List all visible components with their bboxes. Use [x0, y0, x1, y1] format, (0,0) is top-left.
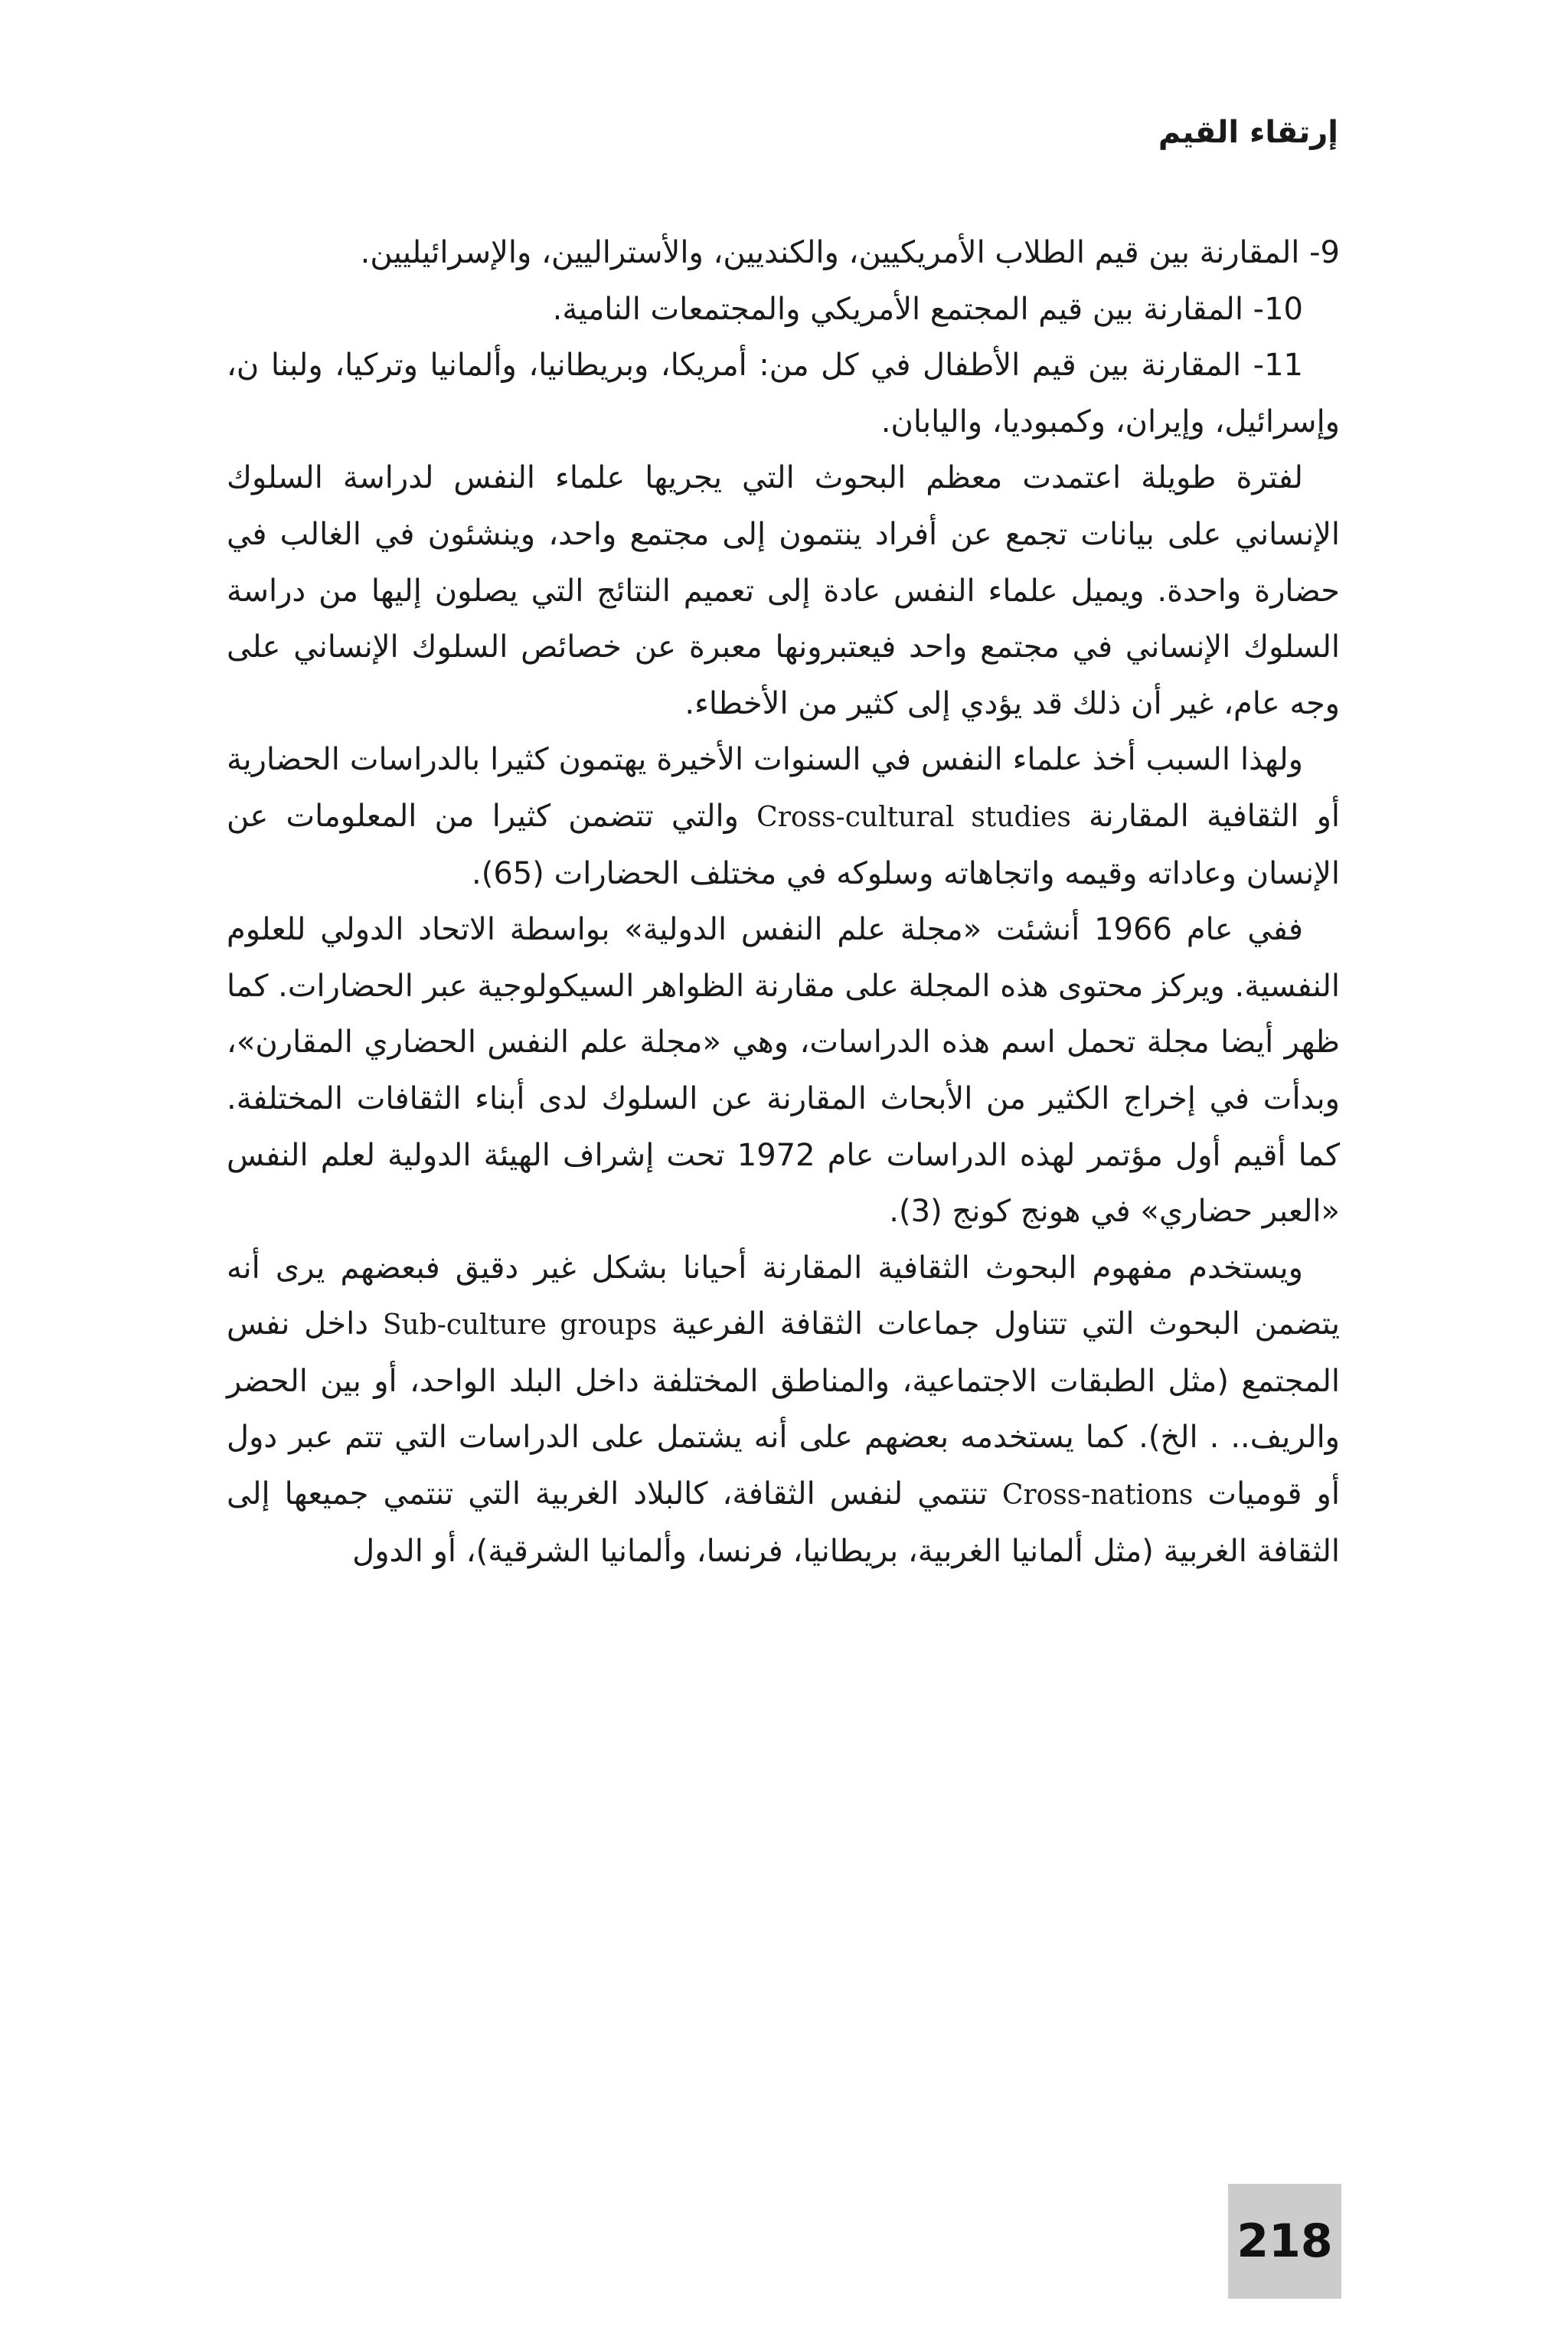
- list-item-10: 10- المقارنة بين قيم المجتمع الأمريكي والمجتمعات النامية.: [552, 291, 1303, 327]
- term-cross-cultural-studies: Cross-cultural studies: [756, 801, 1071, 833]
- term-cross-nations: Cross-nations: [1001, 1479, 1194, 1512]
- paragraph-journal-history: ففي عام 1966 أنشئت «مجلة علم النفس الدولية» بواسطة الاتحاد الدولي للعلوم النفسية. ويركز محتوى هذه المجلة على مقارنة الظواهر السيكولوجية عبر الحضارات. كما ظهر أيضا مجلة تحمل اسم هذه الدراسات، وهي «مجلة علم النفس الحضاري المقارن»، وبدأت في إخراج الكثير من الأبحاث المقارنة عن السلوك لدى أبناء الثقافات المختلفة. كما أقيم أول مؤتمر لهذه الدراسات عام 1972 تحت إشراف الهيئة الدولية لعلم النفس «العبر حضاري» في هونج كونج (3).: [227, 912, 1341, 1230]
- paragraph-concept-text-b: داخل نفس المجتمع (مثل الطبقات الاجتماعية، والمناطق المختلفة داخل البلد الواحد، أو بين الحضر والريف.. . الخ). كما يستخدمه بعضهم على أنه يشتمل على الدراسات التي تتم عبر دول أو قوميات: [227, 1306, 1340, 1512]
- term-sub-culture-groups: Sub-culture groups: [382, 1309, 658, 1342]
- paragraph-concept-usage: [227, 1240, 1340, 1580]
- list-item-9: 9- المقارنة بين قيم الطلاب الأمريكيين، والكنديين، والأستراليين، والإسرائيليين.: [360, 235, 1340, 270]
- body-text: [227, 225, 1340, 1580]
- paragraph-cross-cultural-text-a: ولهذا السبب أخذ علماء النفس في السنوات الأخيرة يهتمون كثيرا بالدراسات الحضارية أو الثقافية المقارنة: [227, 742, 1340, 834]
- running-header: إرتقاء القيم: [1158, 115, 1338, 150]
- paragraph-research-intro: لفترة طويلة اعتمدت معظم البحوث التي يجريها علماء النفس لدراسة السلوك الإنساني على بيانات تجمع عن أفراد ينتمون إلى مجتمع واحد، وينشئون في الغالب في حضارة واحدة. ويميل علماء النفس عادة إلى تعميم النتائج التي يصلون إليها من دراسة السلوك الإنساني في مجتمع واحد فيعتبرونها معبرة عن خصائص السلوك الإنساني على وجه عام، غير أن ذلك قد يؤدي إلى كثير من الأخطاء.: [227, 460, 1340, 721]
- paragraph-cross-cultural: [227, 732, 1340, 902]
- list-item-11: 11- المقارنة بين قيم الأطفال في كل من: أمريكا، وبريطانيا، وألمانيا وتركيا، ولبنا ن، وإسرائيل، وإيران، وكمبوديا، واليابان.: [227, 348, 1340, 440]
- page-number: 218: [1236, 2214, 1333, 2268]
- page-number-box: [1228, 2184, 1341, 2299]
- paragraph-concept-text-a: ويستخدم مفهوم البحوث الثقافية المقارنة أحيانا بشكل غير دقيق فبعضهم يرى أنه يتضمن البحوث التي تتناول جماعات الثقافة الفرعية: [227, 1250, 1341, 1342]
- paragraph-concept-text-c: تنتمي لنفس الثقافة، كالبلاد الغربية التي تنتمي جميعها إلى الثقافة الغربية (مثل ألمانيا الغربية، بريطانيا، فرنسا، وألمانيا الشرقية)، أو الدول: [227, 1476, 1340, 1569]
- paragraph-cross-cultural-text-b: والتي تتضمن كثيرا من المعلومات عن الإنسان وعاداته وقيمه واتجاهاته وسلوكه في مختلف الحضارات (65).: [227, 798, 1340, 891]
